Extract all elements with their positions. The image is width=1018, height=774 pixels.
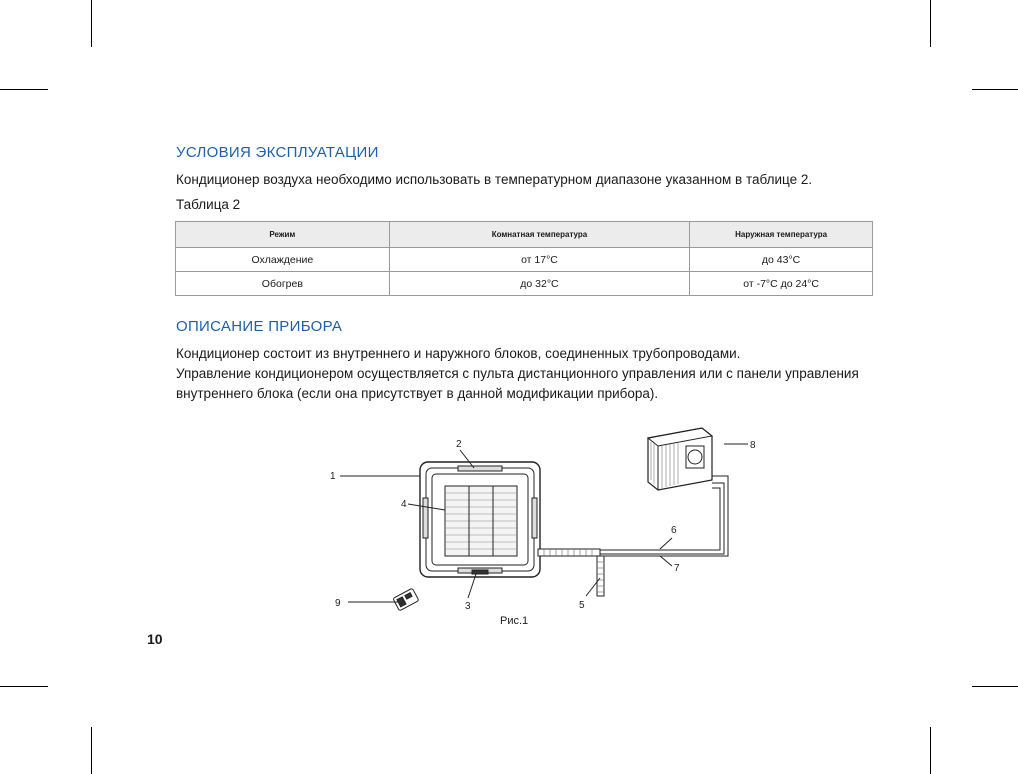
crop-mark <box>972 89 1018 90</box>
crop-mark <box>0 89 48 90</box>
section-heading-description: ОПИСАНИЕ ПРИБОРА <box>176 318 343 335</box>
column-header: Наружная температура <box>690 222 873 248</box>
table-row <box>176 272 873 296</box>
callout-label: 1 <box>330 471 336 482</box>
refrigerant-pipes <box>538 476 728 596</box>
description-line-2: Управление кондиционером осуществляется с пульта дистанционного управления или с панели управления <box>176 366 859 381</box>
crop-mark <box>930 727 931 774</box>
column-header: Комнатная температура <box>389 222 690 248</box>
table-cell: от 17°C <box>389 248 690 272</box>
crop-mark <box>930 0 931 47</box>
outdoor-unit <box>648 428 712 490</box>
callout-label: 2 <box>456 439 462 450</box>
page-number: 10 <box>147 631 163 647</box>
table-caption: Таблица 2 <box>176 197 241 212</box>
section-heading-conditions: УСЛОВИЯ ЭКСПЛУАТАЦИИ <box>176 144 379 161</box>
remote-control <box>393 588 419 611</box>
unit-diagram <box>320 418 760 618</box>
crop-mark <box>0 686 48 687</box>
column-header: Режим <box>176 222 390 248</box>
indoor-cassette-unit <box>420 462 540 577</box>
crop-mark <box>972 686 1018 687</box>
figure-caption: Рис.1 <box>500 615 529 627</box>
table-cell: до 32°C <box>389 272 690 296</box>
description-line-1: Кондиционер состоит из внутреннего и наружного блоков, соединенных трубопроводами. <box>176 346 741 361</box>
table-cell: до 43°C <box>690 248 873 272</box>
table-header-row <box>176 222 873 248</box>
callout-label: 9 <box>335 598 341 609</box>
callout-label: 4 <box>401 499 407 510</box>
table-cell: от -7°C до 24°C <box>690 272 873 296</box>
table-cell: Охлаждение <box>176 248 390 272</box>
crop-mark <box>91 0 92 47</box>
callout-label: 8 <box>750 440 756 451</box>
callout-label: 6 <box>671 525 677 536</box>
crop-mark <box>91 727 92 774</box>
conditions-intro: Кондиционер воздуха необходимо использовать в температурном диапазоне указанном в таблице 2. <box>176 172 813 187</box>
callout-label: 5 <box>579 600 585 611</box>
conditions-table <box>175 221 873 296</box>
table-row <box>176 248 873 272</box>
callout-label: 3 <box>465 601 471 612</box>
callout-label: 7 <box>674 563 680 574</box>
description-line-3: внутреннего блока (если она присутствует в данной модификации прибора). <box>176 386 659 401</box>
table-cell: Обогрев <box>176 272 390 296</box>
